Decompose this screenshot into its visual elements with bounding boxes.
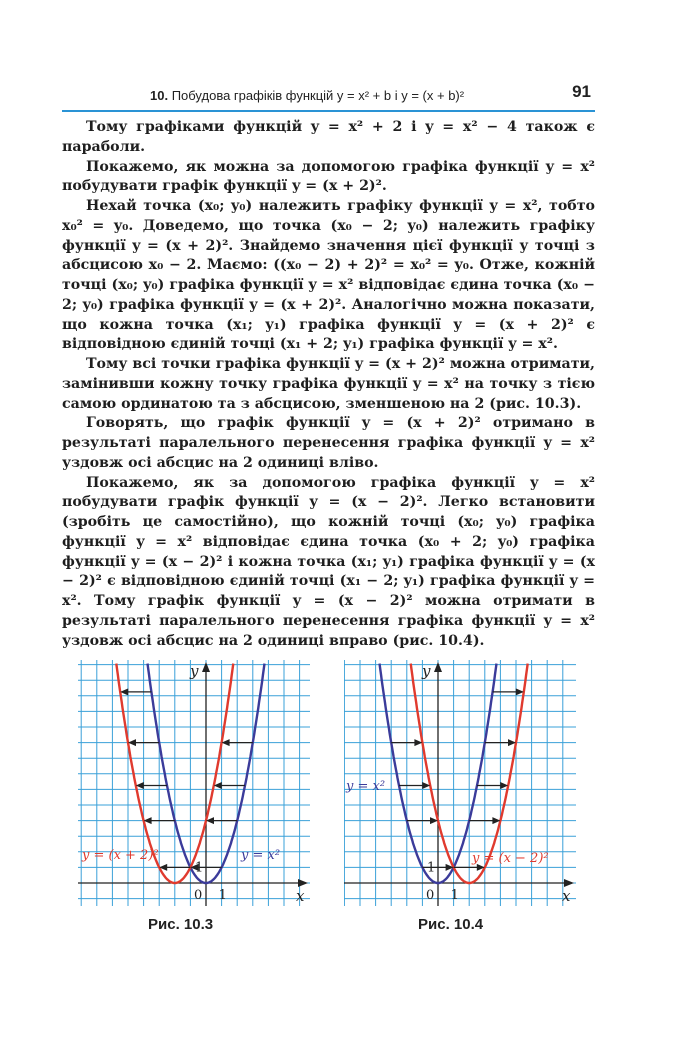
section-number: 10. (150, 88, 169, 103)
figure-10-4 (344, 660, 576, 906)
paragraph: Покажемо, як можна за допомогою графіка функції y = x² побудувати графік функції y = (x + 2)². (62, 158, 595, 195)
x-axis-arrow (564, 879, 574, 887)
y-tick-label: 1 (195, 860, 204, 876)
running-title (150, 88, 464, 103)
x-axis-arrow (298, 879, 308, 887)
x-axis-label: x (562, 887, 571, 905)
figure-caption: Рис. 10.4 (418, 916, 484, 933)
y-axis-arrow (202, 662, 210, 672)
y-axis-label: y (422, 662, 431, 680)
figure-caption: Рис. 10.3 (148, 916, 214, 933)
y-axis-arrow (434, 662, 442, 672)
paragraph: Покажемо, як за допомогою графіка функції y = x² побудувати графік функції y = (x − 2)². Легко встановити (зробіть це самостійно), що кожній точці (x₀; y₀) графіка функції y = x² відповідає єдина точка (x₀ + 2; y₀) графіка функції y = (x − 2)² і кожна точка (x₁; y₁) графіка функції y = (x − 2)² є відповідною єдиній точці (x₁ − 2; y₁) графіка функції y = x². Тому графік функції y = (x − 2)² можна отримати в результаті паралельного перенесення графіка функції y = x² уздовж осі абсцис на 2 одиниці вправо (рис. 10.4). (62, 474, 595, 649)
paragraph: Тому графіками функцій y = x² + 2 і y = x² − 4 також є параболи. (62, 119, 595, 155)
x-tick-label: 1 (218, 888, 227, 903)
origin-label: 0 (194, 888, 203, 903)
paragraph: Тому всі точки графіка функції y = (x + 2)² можна отримати, замінивши кожну точку графіка функції y = x² на точку з тією самою ординатою та з абсцисою, зменшеною на 2 (рис. 10.3). (62, 356, 595, 412)
graph-10-3 (78, 660, 310, 906)
figure-10-3 (78, 660, 310, 906)
paragraph: Нехай точка (x₀; y₀) належить графіку функції y = x², тобто x₀² = y₀. Доведемо, що точка (x₀ − 2; y₀) належить графіку функції y = (x + 2)². Знайдемо значення цієї функції у точці з абсцисою x₀ − 2. Маємо: ((x₀ − 2) + 2)² = x₀² = y₀. Отже, кожній точці (x₀; y₀) графіка функції y = x² відповідає єдина точка (x₀ − 2; y₀) графіка функції y = (x + 2)². Аналогічно можна показати, що кожна точка (x₁; y₁) графіка функції y = (x + 2)² є відповідною єдиній точці (x₁ + 2; y₁) графіка функції y = x². (62, 198, 595, 353)
page-header (62, 82, 595, 112)
base-curve-label: y = x² (241, 848, 281, 863)
page-number: 91 (572, 82, 591, 101)
graph-10-4 (344, 660, 576, 906)
x-tick-label: 1 (450, 888, 459, 903)
y-axis-label: y (190, 662, 199, 680)
body-text (62, 118, 595, 651)
origin-label: 0 (426, 888, 435, 903)
y-tick-label: 1 (427, 860, 436, 876)
x-axis-label: x (296, 887, 305, 905)
shifted-curve-label: y = (x + 2)² (82, 848, 159, 863)
shifted-curve-label: y = (x − 2)² (472, 851, 549, 866)
section-title: Побудова графіків функцій y = x² + b і y = (x + b)² (171, 88, 465, 103)
paragraph: Говорять, що графік функції y = (x + 2)² отримано в результаті паралельного перенесення графіка функції y = x² уздовж осі абсцис на 2 одиниці вліво. (62, 415, 595, 471)
base-curve-label: y = x² (346, 779, 386, 794)
